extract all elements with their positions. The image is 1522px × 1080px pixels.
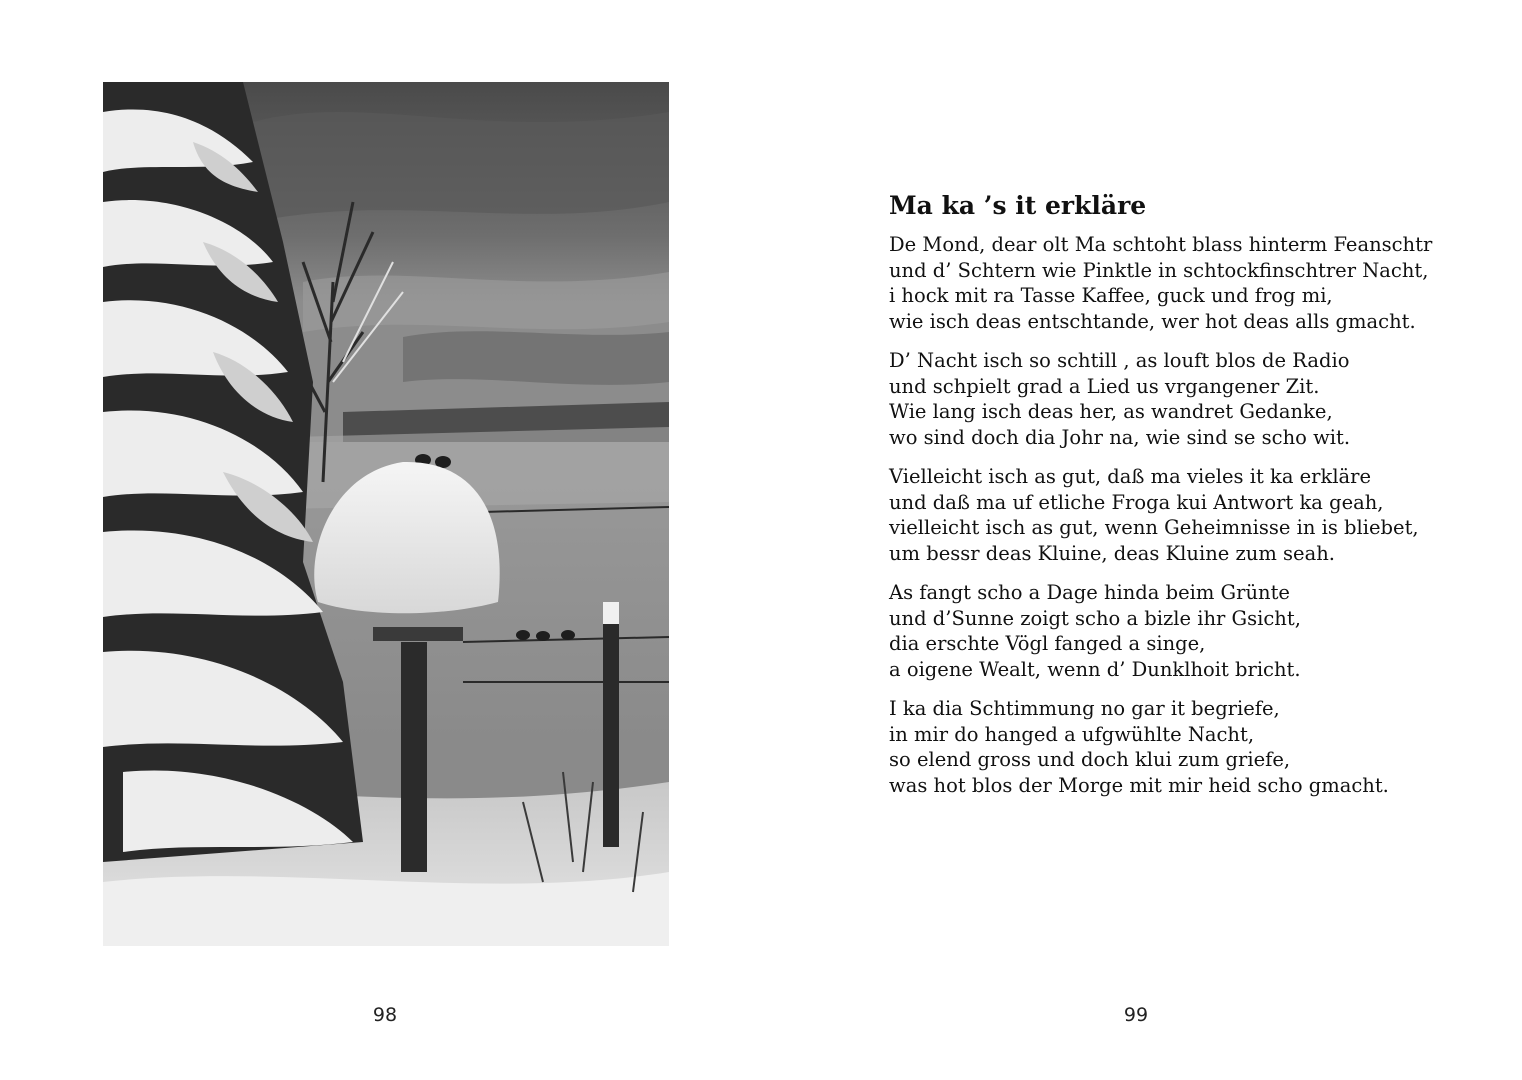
poem-line: i hock mit ra Tasse Kaffee, guck und frog mi, (889, 284, 1333, 307)
winter-painting (103, 82, 669, 946)
poem-title: Ma ka ’s it erkläre (889, 191, 1147, 220)
poem-line: und daß ma uf etliche Froga kui Antwort ka geah, (889, 490, 1384, 514)
poem-line: und d’Sunne zoigt scho a bizle ihr Gsicht, (889, 606, 1301, 630)
stanza-3 (889, 464, 1499, 566)
poem-line: As fangt scho a Dage hinda beim Grünte (889, 581, 1290, 604)
painting-image (103, 82, 669, 946)
right-page (761, 0, 1522, 1080)
stanza-5 (889, 696, 1499, 798)
page-number-left: 98 (372, 1004, 398, 1026)
poem-line: a oigene Wealt, wenn d’ Dunklhoit bricht. (889, 657, 1301, 681)
poem-line: I ka dia Schtimmung no gar it begriefe, (889, 697, 1280, 720)
poem-line: so elend gross und doch klui zum griefe, (889, 748, 1291, 771)
poem-line: Vielleicht isch as gut, daß ma vieles it ka erkläre (889, 465, 1372, 488)
poem-line: um bessr deas Kluine, deas Kluine zum seah. (889, 541, 1335, 565)
poem-line: und d’ Schtern wie Pinktle in schtockfinschtrer Nacht, (889, 258, 1429, 282)
poem (889, 190, 1499, 812)
poem-line: D’ Nacht isch so schtill , as louft blos de Radio (889, 349, 1350, 372)
poem-line: und schpielt grad a Lied us vrgangener Zit. (889, 374, 1320, 398)
poem-line: in mir do hanged a ufgwühlte Nacht, (889, 722, 1255, 746)
poem-line: vielleicht isch as gut, wenn Geheimnisse in is bliebet, (889, 516, 1419, 539)
poem-line: De Mond, dear olt Ma schtoht blass hinterm Feanschtr (889, 233, 1433, 256)
poem-line: dia erschte Vögl fanged a singe, (889, 632, 1206, 655)
poem-line: wo sind doch dia Johr na, wie sind se scho wit. (889, 425, 1351, 449)
poem-line: was hot blos der Morge mit mir heid scho gmacht. (889, 773, 1389, 797)
stanza-2 (889, 348, 1499, 450)
poem-line: Wie lang isch deas her, as wandret Gedanke, (889, 400, 1333, 423)
poem-line: wie isch deas entschtande, wer hot deas alls gmacht. (889, 309, 1416, 333)
stanza-4 (889, 580, 1499, 682)
stanza-1 (889, 232, 1499, 334)
page-number-right: 99 (1123, 1004, 1149, 1026)
